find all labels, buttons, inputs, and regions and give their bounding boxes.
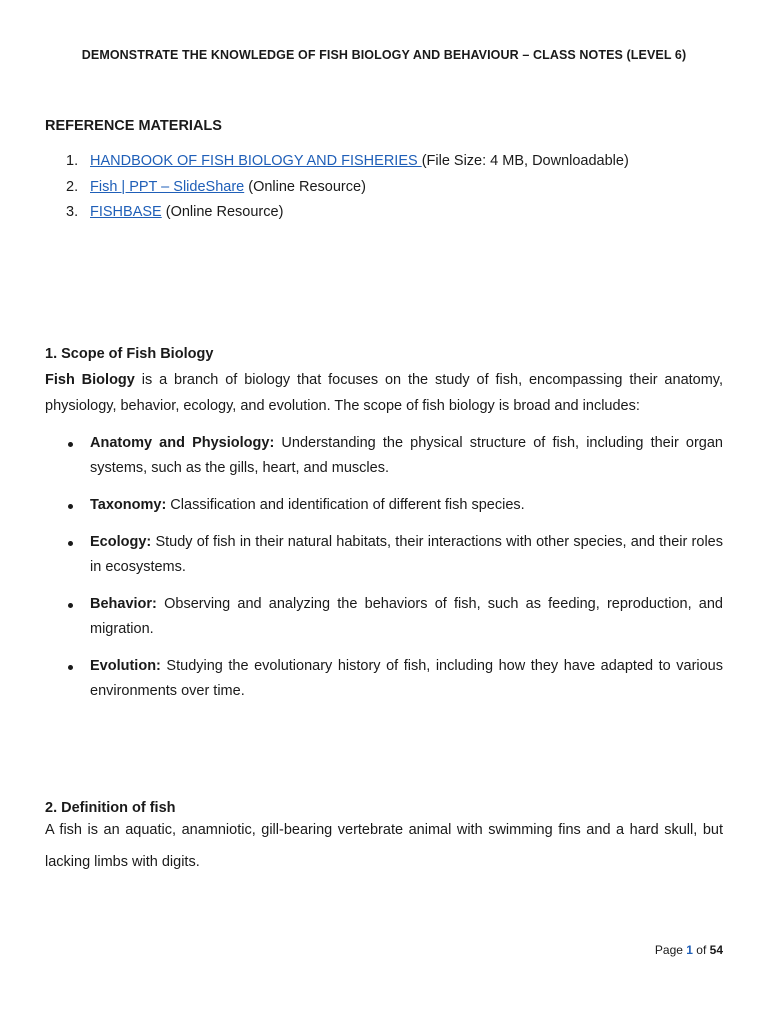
reference-heading: REFERENCE MATERIALS [45,118,222,134]
reference-note: (Online Resource) [161,204,284,220]
reference-note: (File Size: 4 MB, Downloadable) [421,153,629,169]
bullet-text: Understanding the physical structure of fish, including their organ systems, such as the gills, heart, and muscles. [90,435,723,476]
reference-item [66,175,629,201]
bullet-dot-icon [68,541,73,546]
list-item [45,431,723,481]
list-item [45,530,723,580]
bullet-text: Classification and identification of different fish species. [166,497,525,513]
bullet-dot-icon [68,603,73,608]
bullet-term: Anatomy and Physiology: [90,435,275,451]
intro-text: is a branch of biology that focuses on the study of fish, encompassing their anatomy, physiology, behavior, ecology, and evolution. The scope of fish biology is broad and includes: [45,372,724,414]
page-label: Page [654,943,687,957]
intro-term: Fish Biology [45,372,135,388]
scope-bullet-list [45,431,723,704]
list-number: 2. [66,178,79,195]
list-number: 3. [66,204,79,220]
list-item [45,654,723,704]
bullet-term: Taxonomy: [90,497,167,513]
page-total: 54 [709,943,723,957]
bullet-text: Study of fish in their natural habitats, their interactions with other species, and their roles in ecosystems. [90,534,723,575]
slideshare-link[interactable]: Fish | PPT – SlideShare [90,178,245,195]
bullet-dot-icon [68,442,73,447]
bullet-term: Evolution: [90,658,161,674]
list-number: 1. [66,153,79,169]
scope-heading: 1. Scope of Fish Biology [45,346,214,362]
reference-note: (Online Resource) [244,178,366,195]
bullet-dot-icon [68,665,73,670]
bullet-dot-icon [68,504,73,509]
list-item [45,592,723,642]
page-header: DEMONSTRATE THE KNOWLEDGE OF FISH BIOLOGY AND BEHAVIOUR – CLASS NOTES (LEVEL 6) [81,48,687,62]
definition-section [45,800,723,878]
handbook-link[interactable]: HANDBOOK OF FISH BIOLOGY AND FISHERIES [90,153,422,169]
page-footer [655,943,723,957]
bullet-term: Ecology: [90,534,152,550]
scope-intro [45,368,723,419]
bullet-text: Studying the evolutionary history of fish, including how they have adapted to various environments over time. [90,658,723,699]
reference-item [66,149,629,175]
scope-section [45,346,723,716]
of-label: of [692,943,710,957]
reference-list [66,149,629,226]
definition-heading: 2. Definition of fish [45,800,176,816]
page-number: 1 [686,943,693,957]
bullet-text: Observing and analyzing the behaviors of fish, such as feeding, reproduction, and migration. [90,596,723,637]
fishbase-link[interactable]: FISHBASE [90,204,162,220]
reference-item [66,200,629,226]
definition-text: A fish is an aquatic, anamniotic, gill-bearing vertebrate animal with swimming fins and a hard skull, but lacking limbs with digits. [45,822,723,870]
bullet-term: Behavior: [90,596,157,612]
list-item [45,493,723,518]
